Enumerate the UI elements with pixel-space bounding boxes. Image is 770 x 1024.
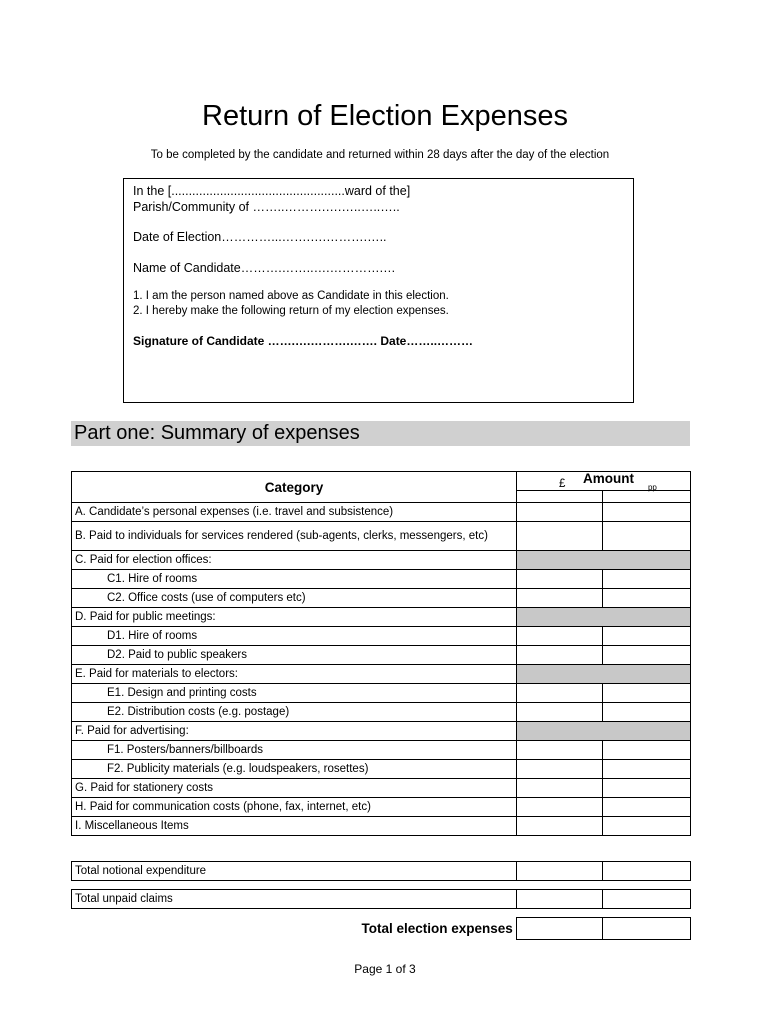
pounds-input[interactable] (516, 522, 602, 551)
part-one-heading: Part one: Summary of expenses (71, 421, 690, 446)
pounds-input[interactable] (516, 741, 602, 760)
page-title: Return of Election Expenses (202, 100, 568, 132)
amount-header-cell (516, 472, 690, 491)
total-notional-row (72, 862, 691, 881)
table-row (72, 741, 691, 760)
row-label: E1. Design and printing costs (72, 684, 517, 703)
row-label: F2. Publicity materials (e.g. loudspeakers, rosettes) (72, 760, 517, 779)
table-row (72, 627, 691, 646)
page-number: Page 1 of 3 (354, 962, 416, 976)
pence-input[interactable] (603, 627, 691, 646)
shaded-cell (516, 608, 690, 627)
table-row (72, 703, 691, 722)
pence-label: pp (647, 483, 657, 492)
ward-field[interactable]: In the [..................................................ward of the] (133, 184, 411, 198)
pounds-subheader (516, 490, 602, 502)
amount-header: Amount (582, 471, 634, 486)
pounds-input[interactable] (516, 798, 602, 817)
total-unpaid-table (71, 889, 691, 909)
pence-input[interactable] (603, 798, 691, 817)
total-notional-label: Total notional expenditure (72, 862, 517, 881)
pence-input[interactable] (603, 817, 691, 836)
page-subtitle: To be completed by the candidate and returned within 28 days after the day of the election (150, 149, 610, 161)
candidate-details-box (123, 178, 634, 403)
pounds-input[interactable] (516, 570, 602, 589)
signature-date-field[interactable]: Signature of Candidate …….….……….……. Date……..……… (133, 334, 474, 348)
total-election-row (71, 918, 691, 940)
total-unpaid-row (72, 890, 691, 909)
shaded-cell (516, 722, 690, 741)
row-label: C1. Hire of rooms (72, 570, 517, 589)
pounds-input[interactable] (516, 779, 602, 798)
table-row (72, 503, 691, 522)
pound-label: £ (558, 478, 566, 490)
pence-input[interactable] (603, 703, 691, 722)
total-election-table (71, 917, 691, 940)
pounds-input[interactable] (516, 684, 602, 703)
table-row (72, 570, 691, 589)
row-label: I. Miscellaneous Items (72, 817, 517, 836)
row-label: A. Candidate’s personal expenses (i.e. travel and subsistence) (72, 503, 517, 522)
category-header: Category (72, 472, 517, 503)
table-row (72, 779, 691, 798)
pence-input[interactable] (603, 918, 691, 940)
table-row (72, 589, 691, 608)
pence-input[interactable] (603, 570, 691, 589)
table-row (72, 722, 691, 741)
pounds-input[interactable] (516, 817, 602, 836)
expenses-summary-table (71, 471, 691, 836)
pounds-input[interactable] (516, 503, 602, 522)
pounds-input[interactable] (516, 703, 602, 722)
election-date-field[interactable]: Date of Election…………...…….….……….….. (133, 230, 387, 244)
row-label: G. Paid for stationery costs (72, 779, 517, 798)
row-label: H. Paid for communication costs (phone, fax, internet, etc) (72, 798, 517, 817)
statement-2: 2. I hereby make the following return of my election expenses. (133, 305, 449, 317)
table-row (72, 608, 691, 627)
total-notional-table (71, 861, 691, 881)
pence-input[interactable] (603, 862, 691, 881)
table-row (72, 551, 691, 570)
row-label: C2. Office costs (use of computers etc) (72, 589, 517, 608)
pence-input[interactable] (603, 684, 691, 703)
table-row (72, 522, 691, 551)
pounds-input[interactable] (516, 627, 602, 646)
pounds-input[interactable] (516, 646, 602, 665)
total-election-label: Total election expenses (361, 921, 513, 936)
table-row (72, 684, 691, 703)
pounds-input[interactable] (516, 918, 603, 940)
table-row (72, 760, 691, 779)
row-label: D2. Paid to public speakers (72, 646, 517, 665)
parish-field[interactable]: Parish/Community of ……..……….….…..…..….. (133, 200, 400, 214)
shaded-cell (516, 551, 690, 570)
pounds-input[interactable] (516, 760, 602, 779)
pence-input[interactable] (603, 779, 691, 798)
candidate-name-field[interactable]: Name of Candidate……….……..….………….… (133, 261, 396, 275)
row-label: C. Paid for election offices: (72, 551, 517, 570)
total-unpaid-label: Total unpaid claims (72, 890, 517, 909)
table-row (72, 798, 691, 817)
pence-input[interactable] (603, 503, 691, 522)
shaded-cell (516, 665, 690, 684)
pence-input[interactable] (603, 646, 691, 665)
row-label: F. Paid for advertising: (72, 722, 517, 741)
pence-input[interactable] (603, 890, 691, 909)
table-row (72, 646, 691, 665)
statement-1: 1. I am the person named above as Candidate in this election. (133, 290, 449, 302)
row-label: E. Paid for materials to electors: (72, 665, 517, 684)
row-label: E2. Distribution costs (e.g. postage) (72, 703, 517, 722)
row-label: D. Paid for public meetings: (72, 608, 517, 627)
pounds-input[interactable] (516, 589, 602, 608)
pounds-input[interactable] (516, 890, 602, 909)
table-row (72, 665, 691, 684)
row-label: F1. Posters/banners/billboards (72, 741, 517, 760)
row-label: B. Paid to individuals for services rendered (sub-agents, clerks, messengers, etc) (72, 522, 517, 551)
pence-input[interactable] (603, 589, 691, 608)
row-label: D1. Hire of rooms (72, 627, 517, 646)
pence-input[interactable] (603, 522, 691, 551)
pence-subheader (603, 490, 691, 502)
pence-input[interactable] (603, 760, 691, 779)
pounds-input[interactable] (516, 862, 602, 881)
table-row (72, 817, 691, 836)
pence-input[interactable] (603, 741, 691, 760)
